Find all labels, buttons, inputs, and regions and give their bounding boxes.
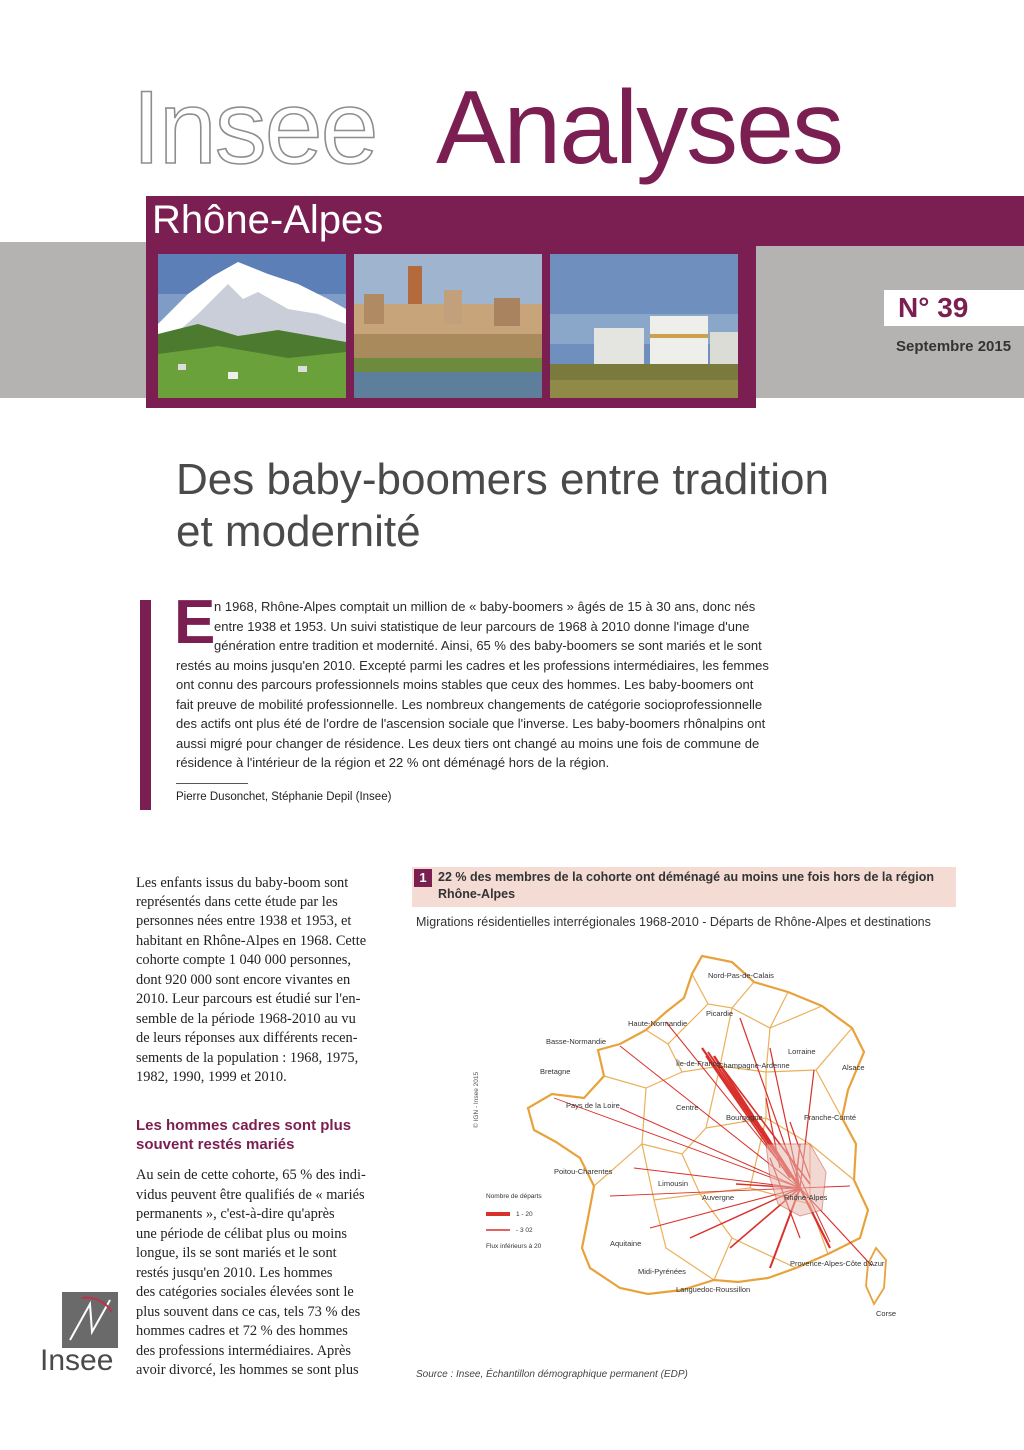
migration-map xyxy=(470,948,930,1318)
legend-item: Flux inférieurs à 20 xyxy=(486,1243,542,1250)
region-label: Nord-Pas-de-Calais xyxy=(708,971,774,980)
body-line: une période de célibat plus ou moins xyxy=(136,1226,348,1242)
photo-mountains xyxy=(158,254,346,398)
region-label: Poitou-Charentes xyxy=(554,1167,613,1176)
lead-line: fait preuve de mobilité professionnelle. Les nombreux changements de catégorie socioprofessionnelle xyxy=(176,697,763,712)
map-copyright: © IGN - Insee 2015 xyxy=(473,1071,480,1128)
figure-subtitle: Migrations résidentielles interrégionales 1968-2010 - Départs de Rhône-Alpes et destinations xyxy=(416,915,931,929)
lead-line: restés au moins jusqu'en 2010. Excepté parmi les cadres et les professions intermédiaires, les femmes xyxy=(176,658,769,673)
lead-line: aussi migré pour changer de résidence. Les deux tiers ont changé au moins une fois de commune de xyxy=(176,736,760,751)
region-label: Haute-Normandie xyxy=(628,1019,688,1028)
body-line: semble de la période 1968-2010 au vu xyxy=(136,1011,356,1027)
lead-line: n 1968, Rhône-Alpes comptait un million de « baby-boomers » âgés de 15 à 30 ans, donc nés xyxy=(214,599,756,614)
legend-item: 1 - 20 xyxy=(516,1211,533,1218)
title-line-2: et modernité xyxy=(176,507,421,556)
issue-number: N° 39 xyxy=(898,292,969,323)
region-label: Midi-Pyrénées xyxy=(638,1267,686,1276)
body-line: Les enfants issus du baby-boom sont xyxy=(136,875,349,891)
region-label: Limousin xyxy=(658,1179,689,1188)
body-line: des professions intermédiaires. Après xyxy=(136,1343,352,1359)
lead-accent-bar xyxy=(140,600,151,810)
lead-line: des actifs ont plus été de l'ordre de l'ascension sociale que l'inverse. Les baby-boomers rhônalpins ont xyxy=(176,716,766,731)
body-line: vidus peuvent être qualifiés de « mariés xyxy=(136,1187,365,1203)
lead-line: résidence à l'intérieur de la région et 22 % ont déménagé hors de la région. xyxy=(176,755,610,770)
region-label: Île-de-France xyxy=(676,1059,721,1068)
body-line: de leurs réponses aux différents recen- xyxy=(136,1030,358,1046)
body-line: personnes nées entre 1938 et 1953, et xyxy=(136,913,352,929)
body-line: Au sein de cette cohorte, 65 % des indi- xyxy=(136,1167,366,1183)
body-line: sements de la population : 1968, 1975, xyxy=(136,1050,359,1066)
figure-source: Source : Insee, Échantillon démographique permanent (EDP) xyxy=(416,1369,688,1380)
insee-logo-icon xyxy=(62,1292,118,1348)
body-line: plus souvent dans ce cas, tels 73 % des xyxy=(136,1304,361,1320)
lead-dropcap: E xyxy=(174,588,216,657)
region-label: Languedoc-Roussillon xyxy=(676,1285,751,1294)
title-line-1: Des baby-boomers entre tradition xyxy=(176,455,829,504)
body-line: 2010. Leur parcours est étudié sur l'en- xyxy=(136,991,361,1007)
region-label: Basse-Normandie xyxy=(546,1037,607,1046)
body-line: hommes cadres et 72 % des hommes xyxy=(136,1323,348,1339)
insee-logo-text: Insee xyxy=(40,1344,114,1377)
body-line: restés jusqu'en 2010. Les hommes xyxy=(136,1265,333,1281)
author-rule xyxy=(176,783,248,784)
map-legend xyxy=(486,1193,542,1250)
lead-line: ont connu des parcours professionnels moins stables que ceux des hommes. Les baby-boomers ont xyxy=(176,677,754,692)
region-label: Franche-Comté xyxy=(804,1113,857,1122)
photo-city xyxy=(354,254,542,398)
region-label: Centre xyxy=(676,1103,699,1112)
region-label: Alsace xyxy=(842,1063,865,1072)
section-subhead xyxy=(136,1116,396,1154)
body-line: dont 920 000 sont encore vivantes en xyxy=(136,972,351,988)
region-label: Champagne-Ardenne xyxy=(718,1061,790,1070)
subhead-line-2: souvent restés mariés xyxy=(136,1136,295,1153)
figure-title: 22 % des membres de la cohorte ont déménagé au moins une fois hors de la région Rhône-Alpes xyxy=(438,870,934,901)
region-label: Provence-Alpes-Côte d'Azur xyxy=(790,1259,885,1268)
brand-insee: Insee xyxy=(132,70,377,186)
region-label: Bourgogne xyxy=(726,1113,763,1122)
region-label: Rhône-Alpes xyxy=(784,1193,828,1202)
brand-analyses: Analyses xyxy=(436,70,842,186)
body-line: cohorte compte 1 040 000 personnes, xyxy=(136,952,352,968)
photo-industry xyxy=(550,254,738,398)
subhead-line-1: Les hommes cadres sont plus xyxy=(136,1117,352,1134)
body-line: permanents », c'est-à-dire qu'après xyxy=(136,1206,335,1222)
page-title xyxy=(176,454,896,558)
region-label: Corse xyxy=(876,1309,897,1318)
body-line: 1982, 1990, 1999 et 2010. xyxy=(136,1069,287,1085)
france-outline xyxy=(528,956,868,1294)
region-label: Aquitaine xyxy=(610,1239,642,1248)
authors: Pierre Dusonchet, Stéphanie Depil (Insee) xyxy=(176,791,392,803)
body-line: longue, ils se sont mariés et le sont xyxy=(136,1245,337,1261)
issue-date: Septembre 2015 xyxy=(896,338,1012,355)
region-label: Lorraine xyxy=(788,1047,816,1056)
region-label: Picardie xyxy=(706,1009,734,1018)
region-name: Rhône-Alpes xyxy=(152,198,384,242)
corsica-outline xyxy=(866,1248,886,1304)
region-label: Auvergne xyxy=(702,1193,735,1202)
lead-line: génération entre tradition et modernité. Ainsi, 65 % des baby-boomers se sont mariés et le sont xyxy=(214,638,762,653)
legend-title: Nombre de départs xyxy=(486,1193,542,1200)
body-line: avoir divorcé, les hommes se sont plus xyxy=(136,1362,359,1378)
region-label: Bretagne xyxy=(540,1067,571,1076)
legend-item: - 3 02 xyxy=(516,1227,533,1234)
region-label: Pays de la Loire xyxy=(566,1101,620,1110)
figure-number: 1 xyxy=(414,869,432,887)
body-line: des catégories sociales élevées sont le xyxy=(136,1284,354,1300)
body-line: habitant en Rhône-Alpes en 1968. Cette xyxy=(136,933,367,949)
body-line: représentés dans cette étude par les xyxy=(136,894,338,910)
lead-line: entre 1938 et 1953. Un suivi statistique de leur parcours de 1968 à 2010 donne l'image d'une xyxy=(214,619,750,634)
